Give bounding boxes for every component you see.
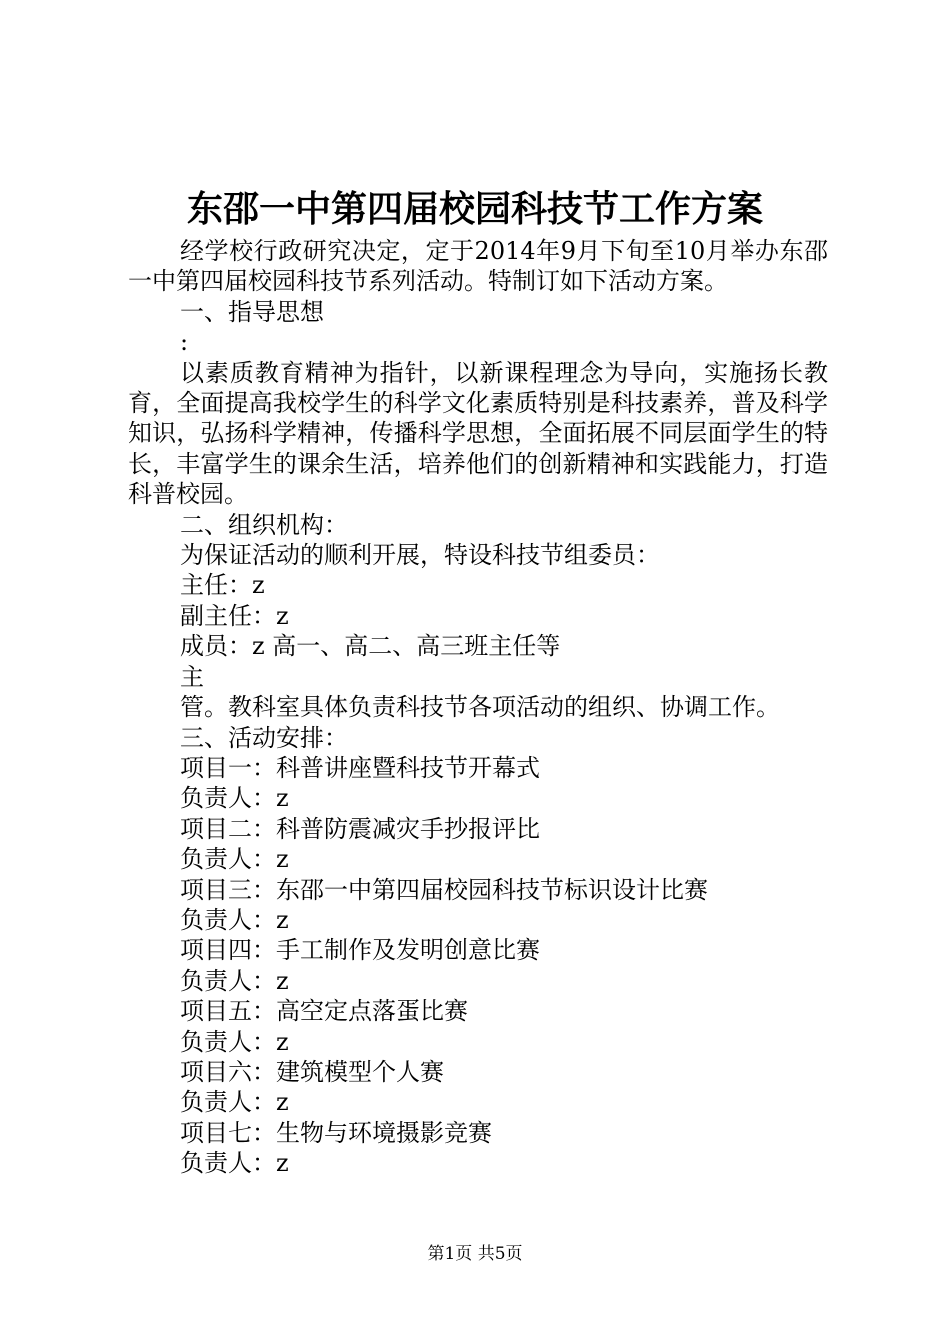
project-name: 项目四：手工制作及发明创意比赛 bbox=[180, 936, 540, 965]
project-name: 项目七：生物与环境摄影竞赛 bbox=[180, 1118, 492, 1147]
document-body bbox=[128, 236, 828, 1179]
document-title: 东邵一中第四届校园科技节工作方案 bbox=[186, 188, 763, 230]
page-footer: 第1页 共5页 bbox=[427, 1244, 523, 1264]
project-name: 项目一：科普讲座暨科技节开幕式 bbox=[180, 753, 540, 782]
intro-paragraph: 经学校行政研究决定，定于2014年9月下旬至10月举办东邵一中第四届校园科技节系列活动。特制订如下活动方案。 bbox=[128, 237, 828, 296]
project-lead: 负责人：z bbox=[180, 784, 289, 813]
project-name: 项目六：建筑模型个人赛 bbox=[180, 1057, 444, 1086]
section3-heading: 三、活动安排： bbox=[180, 723, 348, 752]
supervisor-head: 主 bbox=[180, 662, 204, 691]
members-line: 成员：z 高一、高二、高三班主任等 bbox=[180, 632, 561, 661]
section1-body: 以素质教育精神为指针，以新课程理念为导向，实施扬长教育，全面提高我校学生的科学文化素质特别是科技素养，普及科学知识，弘扬科学精神，传播科学思想，全面拓展不同层面学生的特长，丰富学生的课余生活，培养他们的创新精神和实践能力，打造科普校园。 bbox=[128, 358, 828, 509]
project-lead: 负责人：z bbox=[180, 1027, 289, 1056]
section1-colon: : bbox=[180, 328, 189, 357]
deputy-director-line: 副主任：z bbox=[180, 601, 289, 630]
project-name: 项目三：东邵一中第四届校园科技节标识设计比赛 bbox=[180, 875, 708, 904]
section1-heading: 一、指导思想 bbox=[180, 297, 324, 326]
project-lead: 负责人：z bbox=[180, 845, 289, 874]
project-lead: 负责人：z bbox=[180, 966, 289, 995]
supervisor-body: 管。教科室具体负责科技节各项活动的组织、协调工作。 bbox=[180, 693, 780, 722]
director-line: 主任：z bbox=[180, 571, 265, 600]
project-lead: 负责人：z bbox=[180, 905, 289, 934]
section2-heading: 二、组织机构： bbox=[180, 510, 348, 539]
project-name: 项目五：高空定点落蛋比赛 bbox=[180, 997, 468, 1026]
project-lead: 负责人：z bbox=[180, 1088, 289, 1117]
section2-intro: 为保证活动的顺利开展，特设科技节组委员： bbox=[180, 541, 660, 570]
project-name: 项目二：科普防震减灾手抄报评比 bbox=[180, 814, 540, 843]
project-lead: 负责人：z bbox=[180, 1149, 289, 1178]
